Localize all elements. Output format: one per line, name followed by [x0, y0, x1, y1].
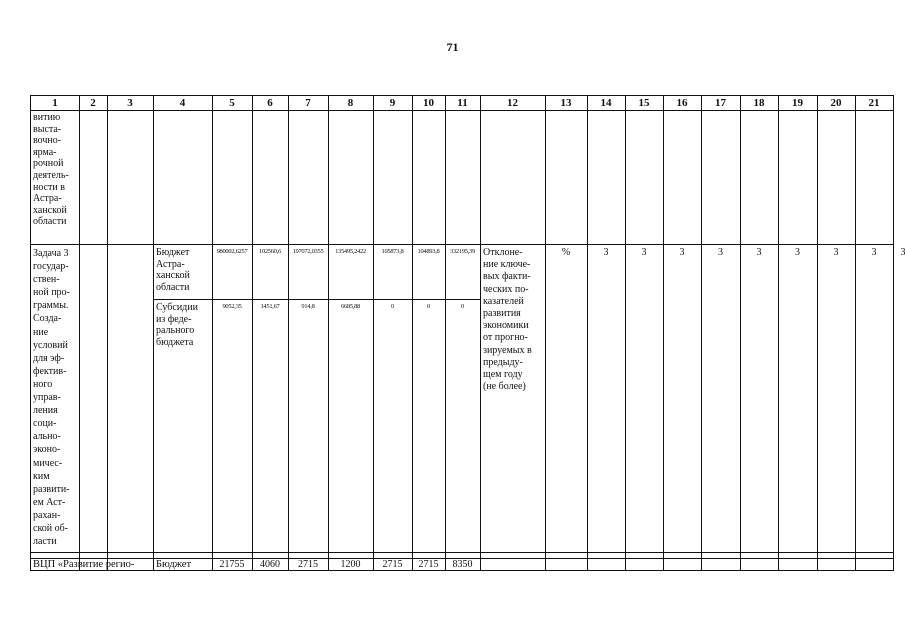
col-line	[545, 96, 546, 570]
col-line	[480, 96, 481, 570]
row-line	[31, 110, 893, 111]
row-line	[153, 299, 480, 300]
header-cell: 4	[179, 97, 186, 109]
value-cell: 8350	[452, 559, 473, 570]
program-name: ВЦП «Развитие регио-	[33, 559, 135, 570]
unit-cell: %	[561, 247, 571, 258]
value-cell: 105873,8	[381, 248, 404, 255]
header-cell: 16	[676, 97, 688, 109]
funding-source: Бюджет	[156, 559, 192, 570]
target-cell: 3	[756, 247, 762, 258]
value-cell: 104893,8	[417, 248, 440, 255]
header-cell: 20	[830, 97, 842, 109]
target-cell: 3	[833, 247, 839, 258]
activity-name-cont: витию выста- вочно- ярма- рочной деятель- ности в Астра- ханской области	[33, 112, 69, 228]
col-line	[778, 96, 779, 570]
header-cell: 2	[90, 97, 96, 109]
budget-table	[30, 95, 905, 571]
value-cell: 0	[461, 303, 464, 310]
col-line	[212, 96, 213, 570]
col-line	[252, 96, 253, 570]
value-cell: 0	[391, 303, 394, 310]
col-line	[445, 96, 446, 570]
header-cell: 19	[792, 97, 803, 109]
value-cell: 21755	[219, 559, 245, 570]
col-line	[663, 96, 664, 570]
target-cell: 3	[679, 247, 685, 258]
header-cell: 11	[457, 97, 468, 109]
value-cell: 102560,6	[259, 248, 281, 255]
col-line	[740, 96, 741, 570]
task-name: Задача 3 государ- ствен- ной про- граммы. Созда- ние условий для эф- фектив- ного управ- ления соци- ально- эконо- мичес- ким развити- ем Аст- рахан- ской об- ласти	[33, 248, 70, 548]
value-cell: 2715	[298, 559, 318, 570]
target-cell: 3	[718, 247, 723, 258]
value-cell: 135495,2422	[335, 248, 366, 255]
funding-source-regional: Бюджет Астра- ханской области	[156, 247, 190, 293]
value-cell: 6685,88	[340, 303, 361, 310]
col-line	[625, 96, 626, 570]
header-cell: 18	[753, 97, 765, 109]
header-cell: 6	[267, 97, 273, 109]
header-cell: 7	[305, 97, 311, 109]
header-cell: 8	[347, 97, 354, 109]
indicator-name: Отклоне- ние ключе- вых факти- ческих по- казателей развития экономики от прогно- зируемых в предыду- щем году (не более)	[483, 247, 532, 393]
header-cell: 9	[389, 97, 396, 109]
funding-source-federal: Субсидии из феде- рального бюджета	[156, 302, 198, 348]
header-cell: 13	[560, 97, 572, 109]
col-line	[701, 96, 702, 570]
col-line	[79, 96, 80, 570]
header-cell: 10	[423, 97, 434, 109]
target-cell: 3	[641, 247, 647, 258]
col-line	[373, 96, 374, 570]
header-cell: 12	[507, 97, 518, 109]
col-line	[153, 96, 154, 570]
col-line	[288, 96, 289, 570]
value-cell: 0	[427, 303, 430, 310]
col-line	[412, 96, 413, 570]
col-line	[855, 96, 856, 570]
value-cell: 2715	[418, 559, 439, 570]
header-cell: 21	[868, 97, 880, 109]
row-line	[31, 244, 893, 245]
value-cell: 332195,39	[450, 248, 475, 255]
col-line	[107, 96, 108, 570]
page-number: 71	[446, 40, 459, 54]
header-cell: 5	[229, 97, 235, 109]
target-cell: 3	[603, 247, 609, 258]
header-cell: 3	[127, 97, 133, 109]
value-cell: 9052,35	[222, 303, 242, 310]
header-cell: 17	[715, 97, 726, 109]
header-cell: 1	[52, 97, 58, 109]
value-cell: 914,8	[301, 303, 315, 310]
value-cell: 1200	[340, 559, 361, 570]
value-cell: 1451,67	[260, 303, 280, 310]
target-cell: 3	[900, 247, 905, 258]
value-cell: 980002,6257	[216, 248, 248, 255]
col-line	[587, 96, 588, 570]
col-line	[328, 96, 329, 570]
target-cell: 3	[871, 247, 877, 258]
value-cell: 197072,0355	[292, 248, 324, 255]
value-cell: 4060	[260, 559, 280, 570]
row-line	[31, 552, 893, 553]
value-cell: 2715	[382, 559, 403, 570]
header-cell: 14	[600, 97, 612, 109]
header-cell: 15	[638, 97, 650, 109]
col-line	[817, 96, 818, 570]
target-cell: 3	[795, 247, 800, 258]
